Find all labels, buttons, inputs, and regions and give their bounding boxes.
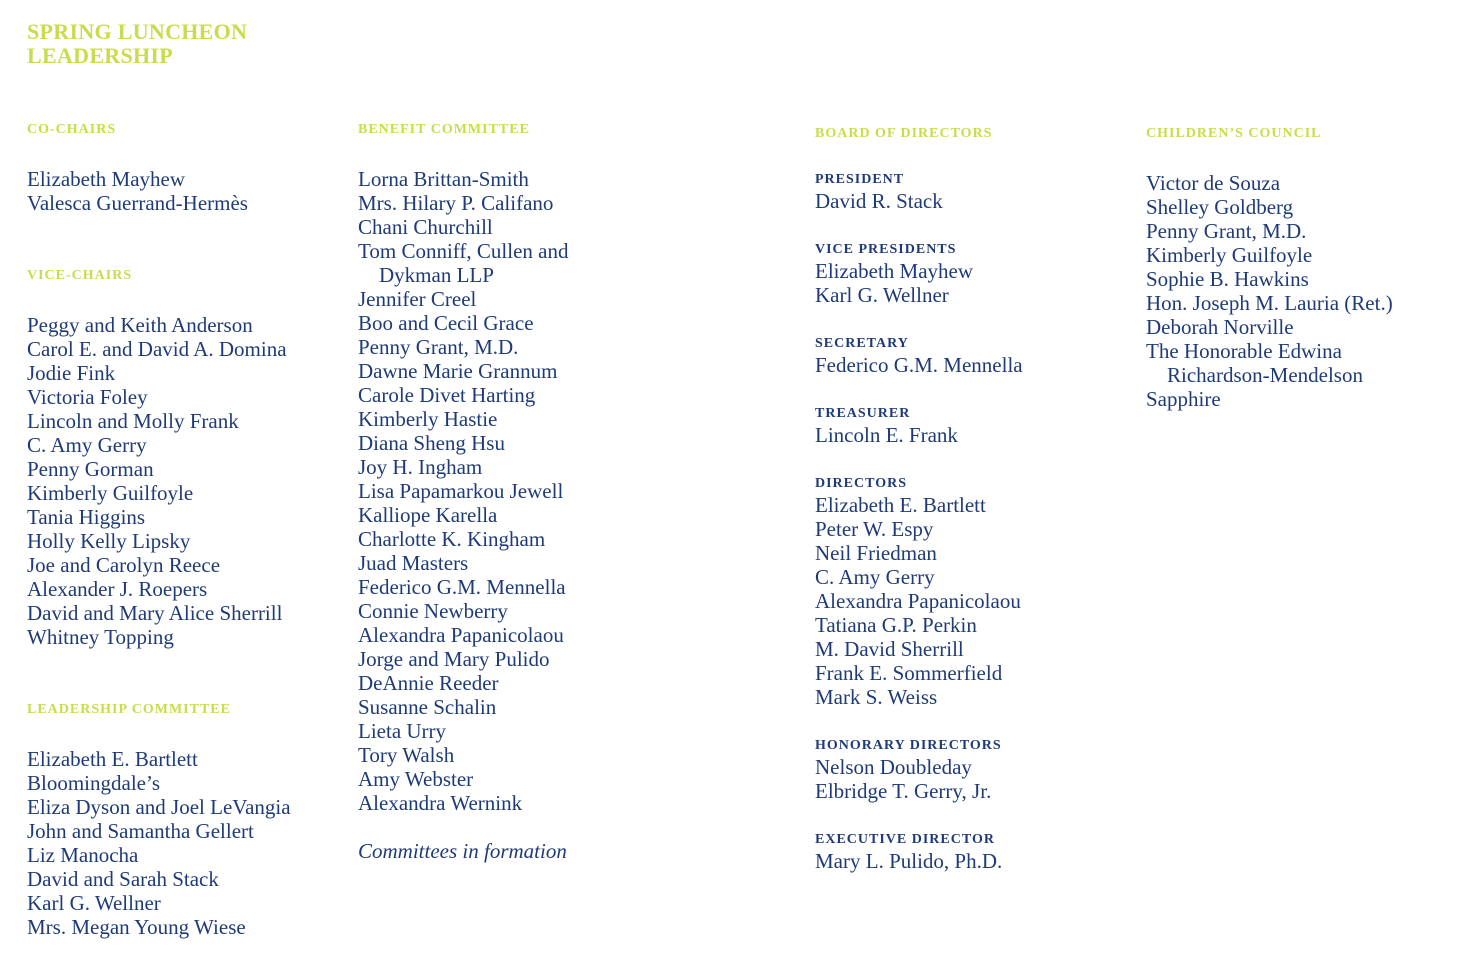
name-item: Karl G. Wellner	[815, 283, 949, 307]
name-item: Peggy and Keith Anderson	[27, 313, 253, 337]
directors-group	[815, 475, 1023, 709]
directors-label: DIRECTORS	[815, 476, 907, 491]
benefit-committee-section	[358, 121, 568, 863]
treasurer-group	[815, 405, 1023, 447]
name-item: Jorge and Mary Pulido	[358, 647, 550, 671]
benefit-committee-list	[358, 167, 568, 815]
vice-presidents-label: VICE PRESIDENTS	[815, 242, 957, 257]
name-item: DeAnnie Reeder	[358, 671, 499, 695]
leadership-committee-section	[27, 701, 291, 939]
co-chairs-list	[27, 167, 248, 215]
name-item: Victoria Foley	[27, 385, 148, 409]
name-item: Elizabeth Mayhew	[815, 259, 974, 283]
name-item: Bloomingdale’s	[27, 771, 160, 795]
title-line-2: LEADERSHIP	[27, 43, 174, 68]
name-item: Elizabeth E. Bartlett	[27, 747, 198, 771]
childrens-council-heading: CHILDREN’S COUNCIL	[1146, 126, 1322, 141]
treasurer-list	[815, 423, 1023, 447]
vice-chairs-section	[27, 267, 287, 649]
name-item: Joe and Carolyn Reece	[27, 553, 221, 577]
name-item: Lieta Urry	[358, 719, 447, 743]
name-item: Elbridge T. Gerry, Jr.	[815, 779, 992, 803]
name-item: Alexandra Papanicolaou	[815, 589, 1021, 613]
name-item: Frank E. Sommerfield	[815, 661, 1003, 685]
name-item: Charlotte K. Kingham	[358, 527, 546, 551]
name-item: Deborah Norville	[1146, 315, 1294, 339]
name-item: Kimberly Guilfoyle	[27, 481, 194, 505]
name-item: Jennifer Creel	[358, 287, 477, 311]
board-section	[815, 125, 1023, 873]
name-item: Tatiana G.P. Perkin	[815, 613, 977, 637]
name-item: Elizabeth E. Bartlett	[815, 493, 986, 517]
name-item: David and Mary Alice Sherrill	[27, 601, 283, 625]
name-item: Tory Walsh	[358, 743, 455, 767]
name-item: Penny Grant, M.D.	[1146, 219, 1307, 243]
directors-list	[815, 493, 1023, 709]
benefit-committee-heading: BENEFIT COMMITTEE	[358, 122, 530, 137]
name-item: Juad Masters	[358, 551, 469, 575]
name-item: Federico G.M. Mennella	[358, 575, 566, 599]
name-item: Eliza Dyson and Joel LeVangia	[27, 795, 291, 819]
name-item: Sapphire	[1146, 387, 1221, 411]
vice-chairs-list	[27, 313, 287, 649]
name-item: Alexander J. Roepers	[27, 577, 208, 601]
name-item: Susanne Schalin	[358, 695, 497, 719]
name-item: Elizabeth Mayhew	[27, 167, 186, 191]
name-item: Federico G.M. Mennella	[815, 353, 1023, 377]
name-item: Lincoln and Molly Frank	[27, 409, 239, 433]
name-item: Peter W. Espy	[815, 517, 934, 541]
name-item: Kimberly Guilfoyle	[1146, 243, 1313, 267]
executive-director-label: EXECUTIVE DIRECTOR	[815, 832, 995, 847]
name-item: Nelson Doubleday	[815, 755, 972, 779]
name-item: Diana Sheng Hsu	[358, 431, 505, 455]
page-title	[27, 20, 247, 68]
name-item: Whitney Topping	[27, 625, 174, 649]
name-item: Alexandra Wernink	[358, 791, 523, 815]
childrens-council-section	[1146, 125, 1393, 411]
name-item: Penny Gorman	[27, 457, 154, 481]
name-item: Connie Newberry	[358, 599, 508, 623]
name-item: Valesca Guerrand-Hermès	[27, 191, 248, 215]
leadership-committee-heading: LEADERSHIP COMMITTEE	[27, 702, 231, 717]
name-item: Lisa Papamarkou Jewell	[358, 479, 564, 503]
board-heading: BOARD OF DIRECTORS	[815, 126, 993, 141]
vice-chairs-heading: VICE-CHAIRS	[27, 268, 133, 283]
name-item: Kalliope Karella	[358, 503, 498, 527]
name-item: C. Amy Gerry	[815, 565, 935, 589]
name-item: Victor de Souza	[1146, 171, 1281, 195]
co-chairs-section	[27, 121, 248, 215]
honorary-directors-list	[815, 755, 1023, 803]
president-list	[815, 189, 1023, 213]
name-item: Carole Divet Harting	[358, 383, 536, 407]
name-item: M. David Sherrill	[815, 637, 964, 661]
name-item: Neil Friedman	[815, 541, 937, 565]
secretary-list	[815, 353, 1023, 377]
name-item: Joy H. Ingham	[358, 455, 483, 479]
name-item: Liz Manocha	[27, 843, 139, 867]
name-item: Lorna Brittan-Smith	[358, 167, 529, 191]
honorary-directors-label: HONORARY DIRECTORS	[815, 738, 1002, 753]
name-item: Sophie B. Hawkins	[1146, 267, 1309, 291]
name-item: Jodie Fink	[27, 361, 116, 385]
secretary-group	[815, 335, 1023, 377]
vice-presidents-list	[815, 259, 1023, 307]
name-item: C. Amy Gerry	[27, 433, 147, 457]
co-chairs-heading: CO-CHAIRS	[27, 122, 117, 137]
honorary-directors-group	[815, 737, 1023, 803]
name-item: David R. Stack	[815, 189, 943, 213]
name-item: Richardson-Mendelson	[1167, 363, 1363, 387]
name-item: Shelley Goldberg	[1146, 195, 1294, 219]
name-item: Lincoln E. Frank	[815, 423, 958, 447]
name-item: Mark S. Weiss	[815, 685, 938, 709]
childrens-council-list	[1146, 171, 1393, 411]
name-item: Chani Churchill	[358, 215, 493, 239]
president-label: PRESIDENT	[815, 172, 905, 187]
name-item: Dykman LLP	[379, 263, 494, 287]
name-item: Karl G. Wellner	[27, 891, 161, 915]
name-item: Tom Conniff, Cullen and	[358, 239, 569, 263]
name-item: The Honorable Edwina	[1146, 339, 1342, 363]
title-line-1: SPRING LUNCHEON	[27, 19, 248, 44]
name-item: Mrs. Hilary P. Califano	[358, 191, 554, 215]
name-item: Penny Grant, M.D.	[358, 335, 519, 359]
committees-note: Committees in formation	[358, 839, 567, 863]
name-item: Mrs. Megan Young Wiese	[27, 915, 246, 939]
vice-presidents-group	[815, 241, 1023, 307]
name-item: Mary L. Pulido, Ph.D.	[815, 849, 1003, 873]
executive-director-list	[815, 849, 1023, 873]
name-item: Amy Webster	[358, 767, 474, 791]
executive-director-group	[815, 831, 1023, 873]
secretary-label: SECRETARY	[815, 336, 909, 351]
leadership-committee-list	[27, 747, 291, 939]
name-item: Kimberly Hastie	[358, 407, 498, 431]
name-item: Alexandra Papanicolaou	[358, 623, 564, 647]
president-group	[815, 171, 1023, 213]
name-item: Hon. Joseph M. Lauria (Ret.)	[1146, 291, 1393, 315]
name-item: Carol E. and David A. Domina	[27, 337, 287, 361]
name-item: Tania Higgins	[27, 505, 146, 529]
name-item: John and Samantha Gellert	[27, 819, 254, 843]
name-item: Dawne Marie Grannum	[358, 359, 558, 383]
name-item: Holly Kelly Lipsky	[27, 529, 191, 553]
name-item: Boo and Cecil Grace	[358, 311, 534, 335]
name-item: David and Sarah Stack	[27, 867, 219, 891]
treasurer-label: TREASURER	[815, 406, 911, 421]
